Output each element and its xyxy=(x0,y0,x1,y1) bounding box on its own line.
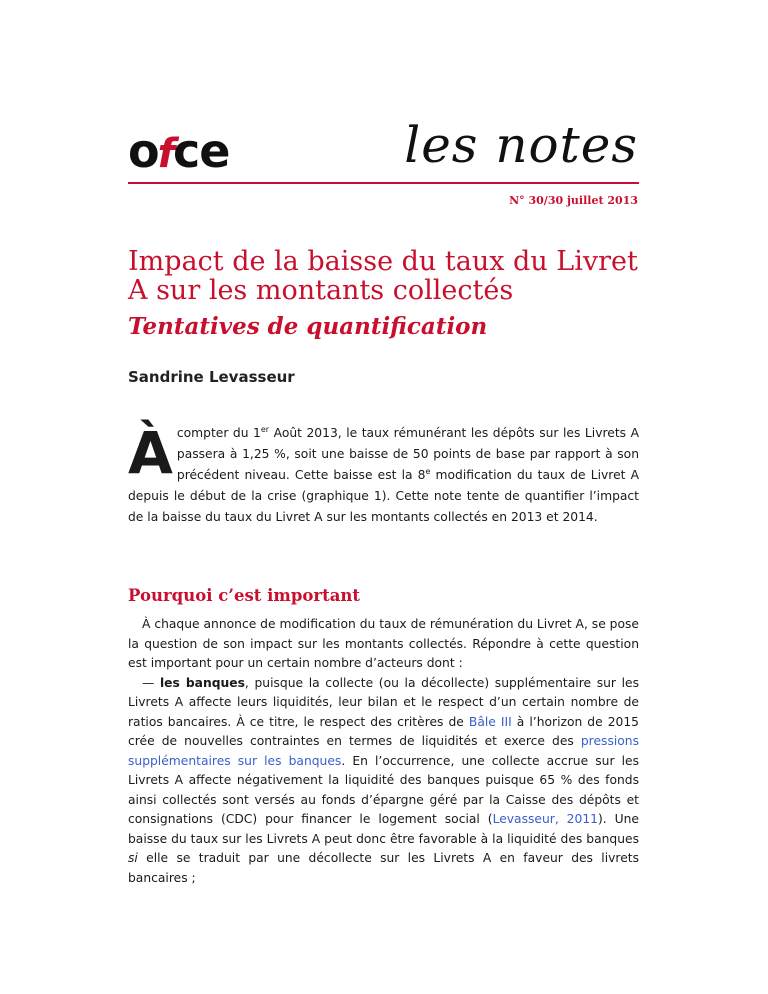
body-paragraph-2 xyxy=(128,674,639,889)
emphasis-si: si xyxy=(128,851,138,865)
lead-text-c: modification du taux de Livret A depuis le début de la crise (graphique 1). Cette note tente de quantifier l’impact de la baisse du taux du Livret A sur les montants collectés en 2013 et 2014. xyxy=(128,468,639,524)
para2-text-3: . En l’occurrence, une collecte accrue sur les Livrets A affecte négativement la liquidité des banques puisque 65 % des fonds ainsi collectés sont versés au fonds d’épargne géré par la Caisse des dépôts et consignations (CDC) pour financer le logement social ( xyxy=(128,753,639,826)
para2-text-5: elle se traduit par une décollecte sur les Livrets A en faveur des livrets bancaires ; xyxy=(128,851,639,885)
link-bale-iii[interactable]: Bâle III xyxy=(468,714,512,729)
article-title: Impact de la baisse du taux du Livret A sur les montants collectés xyxy=(128,246,638,306)
lead-text-b: Août 2013, le taux rémunérant les dépôts sur les Livrets A passera à 1,25 %, soit une baisse de 50 points de base par rapport à son précédent niveau. Cette baisse est la 8 xyxy=(176,426,639,482)
logo-letters-ce: ce xyxy=(173,124,230,178)
para2-text-2: à l’horizon de 2015 crée de nouvelles contraintes en termes de liquidités et exerce des xyxy=(128,714,639,748)
dash: — xyxy=(142,675,160,690)
logo-letter-f: f xyxy=(157,131,175,177)
link-pressions[interactable]: pressions supplémentaires sur les banques xyxy=(128,734,639,768)
article-body xyxy=(128,615,639,888)
article-subtitle: Tentatives de quantification xyxy=(128,313,488,340)
author-name: Sandrine Levasseur xyxy=(128,368,295,386)
section-heading: Pourquoi c’est important xyxy=(128,586,361,605)
lead-sup-er: er xyxy=(260,424,270,434)
lead-paragraph xyxy=(128,419,639,528)
body-paragraph-1: À chaque annonce de modification du taux de rémunération du Livret A, se pose la question de son impact sur les montants collectés. Répondre à cette question est important pour un certain nombre d’acteurs dont : xyxy=(128,617,639,670)
lead-text-a: compter du 1 xyxy=(176,426,261,440)
logo-letter-o: o xyxy=(128,124,159,178)
drop-cap: À xyxy=(128,419,173,487)
para2-text-1: , puisque la collecte (ou la décollecte) supplémentaire sur les Livrets A affecte leurs liquidités, leur bilan et le respect d’un certain nombre de ratios bancaires. À ce titre, le respect des critères de xyxy=(128,675,639,729)
link-levasseur-2011[interactable]: Levasseur, 2011 xyxy=(492,812,598,826)
ofce-logo xyxy=(128,124,230,178)
bold-term-banques: les banques xyxy=(159,675,245,690)
issue-number: N° 30/30 juillet 2013 xyxy=(509,194,638,207)
lead-sup-e: e xyxy=(425,466,431,476)
para2-text-4: ). Une baisse du taux sur les Livrets A peut donc être favorable à la liquidité des banques xyxy=(128,812,639,846)
header-rule xyxy=(128,182,639,184)
publication-name: les notes xyxy=(404,116,638,174)
